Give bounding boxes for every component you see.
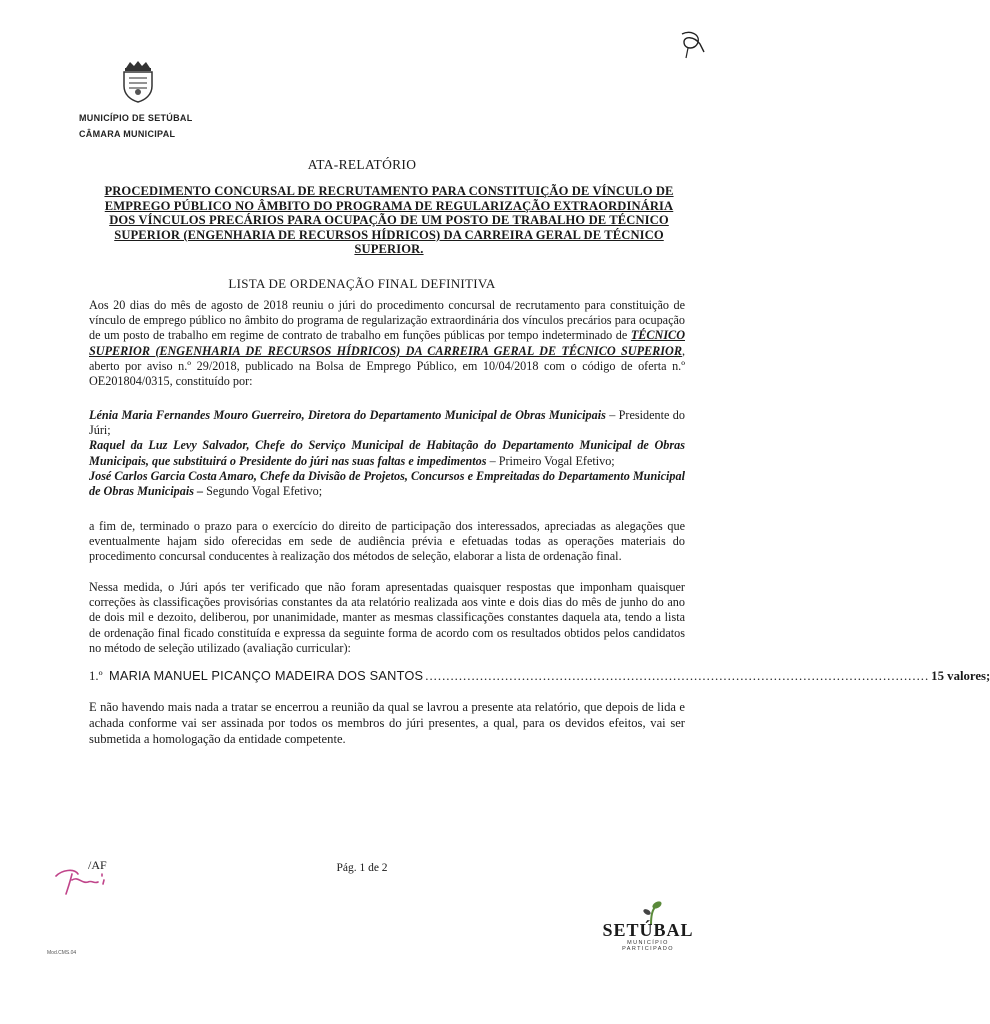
- intro-text-end: , aberto por aviso n.º 29/2018, publicado na Bolsa de Emprego Público, em 10/04/2018 com o código de oferta n.º OE201804/0315, constituído por:: [89, 343, 685, 389]
- initials: /AF: [88, 858, 107, 872]
- logo-wordmark: SETÚBAL: [602, 920, 694, 940]
- municipality-name: MUNICÍPIO DE SETÚBAL: [79, 113, 193, 123]
- model-code: Mod.CMS.04: [47, 950, 77, 956]
- deliberation-paragraph: Nessa medida, o Júri após ter verificado que não foram apresentadas quaisquer respostas que imponham quaisquer correções às classificações provisórias constantes da ata relatório realizada aos vinte e dois dias do mês de junho do ano de dois mil e dezoito, deliberou, por unanimidade, manter as mesmas classificações constantes daquela ata, tendo a lista de ordenação final ficado constituída e expressa da seguinte forma de acordo com os resultados obtidos pelos candidatos no método de seleção utilizado (avaliação curricular):: [89, 580, 685, 655]
- ranking-row: [89, 668, 990, 684]
- chamber-name: CÂMARA MUNICIPAL: [79, 129, 176, 139]
- document-subtitle: LISTA DE ORDENAÇÃO FINAL DEFINITIVA: [228, 276, 496, 291]
- jury-member: [89, 438, 685, 468]
- document-title: PROCEDIMENTO CONCURSAL DE RECRUTAMENTO PARA CONSTITUIÇÃO DE VÍNCULO DE EMPREGO PÚBLICO NO ÂMBITO DO PROGRAMA DE REGULARIZAÇÃO EXTRAORDINÁRIA DOS VÍNCULOS PRECÁRIOS PARA OCUPAÇÃO DE UM POSTO DE TRABALHO DE TÉCNICO SUPERIOR (ENGENHARIA DE RECURSOS HÍDRICOS) DA CARREIRA GERAL DE TÉCNICO SUPERIOR.: [104, 184, 674, 257]
- purpose-paragraph: a fim de, terminado o prazo para o exercício do direito de participação dos interessados, apreciadas as alegações que eventualmente hajam sido oferecidas em sede de audiência prévia e efetuadas todas as operações materiais do procedimento concursal conducentes à realização dos métodos de seleção, elaborar a lista de ordenação final.: [89, 519, 685, 564]
- document-type: ATA-RELATÓRIO: [307, 157, 417, 172]
- jury-member-role: – Primeiro Vogal Efetivo;: [486, 453, 615, 468]
- jury-member-role: – Presidente do Júri;: [89, 408, 685, 438]
- ranking-position: 1.º: [89, 669, 103, 683]
- jury-member-name: Raquel da Luz Levy Salvador, Chefe do Serviço Municipal de Habitação do Departamento Municipal de Obras Municipais, que substituirá o Presidente do júri nas suas faltas e impedimentos: [89, 438, 685, 468]
- setubal-logo: [600, 920, 696, 952]
- intro-paragraph: [89, 298, 685, 389]
- jury-member-name: Lénia Maria Fernandes Mouro Guerreiro, Diretora do Departamento Municipal de Obras Municipais: [89, 408, 606, 422]
- jury-member-name: José Carlos Garcia Costa Amaro, Chefe da Divisão de Projetos, Concursos e Empreitadas do Departamento Municipal de Obras Municipais –: [89, 468, 685, 499]
- leader-dots: ........................................................................................................................: [425, 669, 930, 683]
- closing-paragraph: E não havendo mais nada a tratar se encerrou a reunião da qual se lavrou a presente ata relatório, que depois de lida e achada conforme vai ser assinada por todos os membros do júri presentes, a qual, para os devidos efeitos, vai ser submetida a homologação da entidade competente.: [89, 700, 685, 746]
- jury-member-role: Segundo Vogal Efetivo;: [203, 484, 323, 499]
- page-number: Pág. 1 de 2: [336, 862, 388, 874]
- jury-member: [89, 408, 685, 438]
- municipality-header: [79, 110, 193, 142]
- candidate-score: 15 valores;: [931, 669, 990, 683]
- candidate-name: MARIA MANUEL PICANÇO MADEIRA DOS SANTOS: [108, 668, 424, 683]
- jury-member: [89, 469, 685, 499]
- municipal-crest-icon: [118, 58, 158, 104]
- jury-list: [89, 408, 685, 499]
- logo-tagline: MUNICÍPIO PARTICIPADO: [622, 940, 674, 952]
- job-post: TÉCNICO SUPERIOR (ENGENHARIA DE RECURSOS HÍDRICOS) DA CARREIRA GERAL DE TÉCNICO SUPERIOR: [89, 328, 685, 358]
- handwritten-mark: [676, 28, 706, 62]
- intro-text: Aos 20 dias do mês de agosto de 2018 reuniu o júri do procedimento concursal de recrutamento para constituição de vínculo de emprego público no âmbito do programa de regularização extraordinária dos vínculos precários para ocupação de um posto de trabalho em regime de contrato de trabalho em funções públicas por tempo indeterminado de: [89, 298, 685, 343]
